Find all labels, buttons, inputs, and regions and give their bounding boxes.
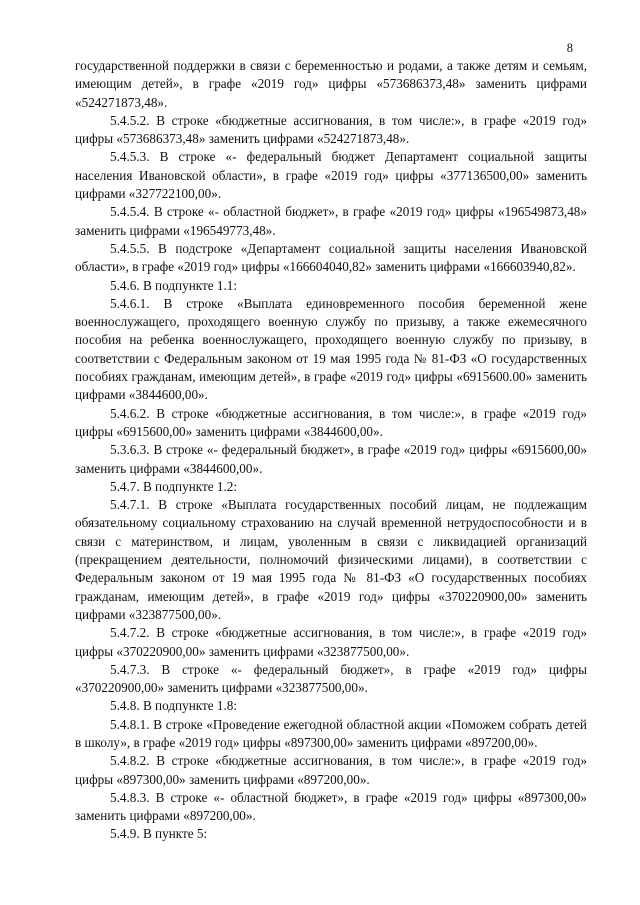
paragraph-5-4-6-1: 5.4.6.1. В строке «Выплата единовременного пособия беременной жене военнослужащего, проходящего военную службу по призыву, а также ежемесячного пособия на ребенка военнослужащего, проходящего военную службу по призыву, в соответствии с Федеральным законом от 19 мая 1995 года № 81-ФЗ «О государственных пособиях гражданам, имеющим детей», в графе «2019 год» цифры «6915600.00» заменить цифрами «3844600,00».	[75, 295, 587, 403]
paragraph-5-4-7-3: 5.4.7.3. В строке «- федеральный бюджет», в графе «2019 год» цифры «370220900,00» заменить цифрами «323877500,00».	[75, 661, 587, 696]
paragraph-5-4-5-5: 5.4.5.5. В подстроке «Департамент социальной защиты населения Ивановской области», в графе «2019 год» цифры «166604040,82» заменить цифрами «166603940,82».	[75, 240, 587, 275]
paragraph-5-4-5-4: 5.4.5.4. В строке «- областной бюджет», в графе «2019 год» цифры «196549873,48» заменить цифрами «196549773,48».	[75, 204, 587, 238]
paragraph-5-4-8: 5.4.8. В подпункте 1.8:	[110, 698, 238, 714]
paragraph-5-4-8-2: 5.4.8.2. В строке «бюджетные ассигнования, в том числе:», в графе «2019 год» цифры «897300,00» заменить цифрами «897200,00».	[75, 753, 587, 787]
paragraph-5-4-8-3: 5.4.8.3. В строке «- областной бюджет», в графе «2019 год» цифры «897300,00» заменить цифрами «897200,00».	[75, 789, 587, 824]
paragraph-5-4-7: 5.4.7. В подпункте 1.2:	[110, 478, 238, 494]
document-body	[75, 57, 587, 844]
paragraph-5-4-6-2: 5.4.6.2. В строке «бюджетные ассигнования, в том числе:», в графе «2019 год» цифры «6915600,00» заменить цифрами «3844600,00».	[75, 405, 587, 439]
paragraph-continuation: государственной поддержки в связи с беременностью и родами, а также детям и семьям, имеющим детей», в графе «2019 год» цифры «573686373,48» заменить цифрами «524271873,48».	[75, 58, 587, 110]
paragraph-5-4-5-2: 5.4.5.2. В строке «бюджетные ассигнования, в том числе:», в графе «2019 год» цифры «573686373,48» заменить цифрами «524271873,48».	[75, 112, 587, 147]
paragraph-5-4-8-1: 5.4.8.1. В строке «Проведение ежегодной областной акции «Поможем собрать детей в школу», в графе «2019 год» цифры «897300,00» заменить цифрами «897200,00».	[75, 716, 587, 750]
paragraph-5-4-5-3: 5.4.5.3. В строке «- федеральный бюджет Департамент социальной защиты населения Ивановской области», в графе «2019 год» цифры «377136500,00» заменить цифрами «327722100,00».	[75, 149, 587, 202]
paragraph-5-4-7-2: 5.4.7.2. В строке «бюджетные ассигнования, в том числе:», в графе «2019 год» цифры «370220900,00» заменить цифрами «323877500,00».	[75, 625, 587, 659]
paragraph-5-4-7-1: 5.4.7.1. В строке «Выплата государственных пособий лицам, не подлежащим обязательному социальному страхованию на случай временной нетрудоспособности и в связи с материнством, и лицам, уволенным в связи с ликвидацией организаций (прекращением деятельности, полномочий физическими лицами), в соответствии с Федеральным законом от 19 мая 1995 года № 81-ФЗ «О государственных пособиях гражданам, имеющим детей», в графе «2019 год» цифры «370220900,00» заменить цифрами «323877500,00».	[75, 497, 587, 622]
page-number: 8	[566, 41, 573, 55]
paragraph-5-3-6-3: 5.3.6.3. В строке «- федеральный бюджет», в графе «2019 год» цифры «6915600,00» заменить цифрами «3844600,00».	[75, 442, 587, 476]
paragraph-5-4-9: 5.4.9. В пункте 5:	[110, 826, 208, 842]
paragraph-5-4-6: 5.4.6. В подпункте 1.1:	[110, 277, 238, 293]
